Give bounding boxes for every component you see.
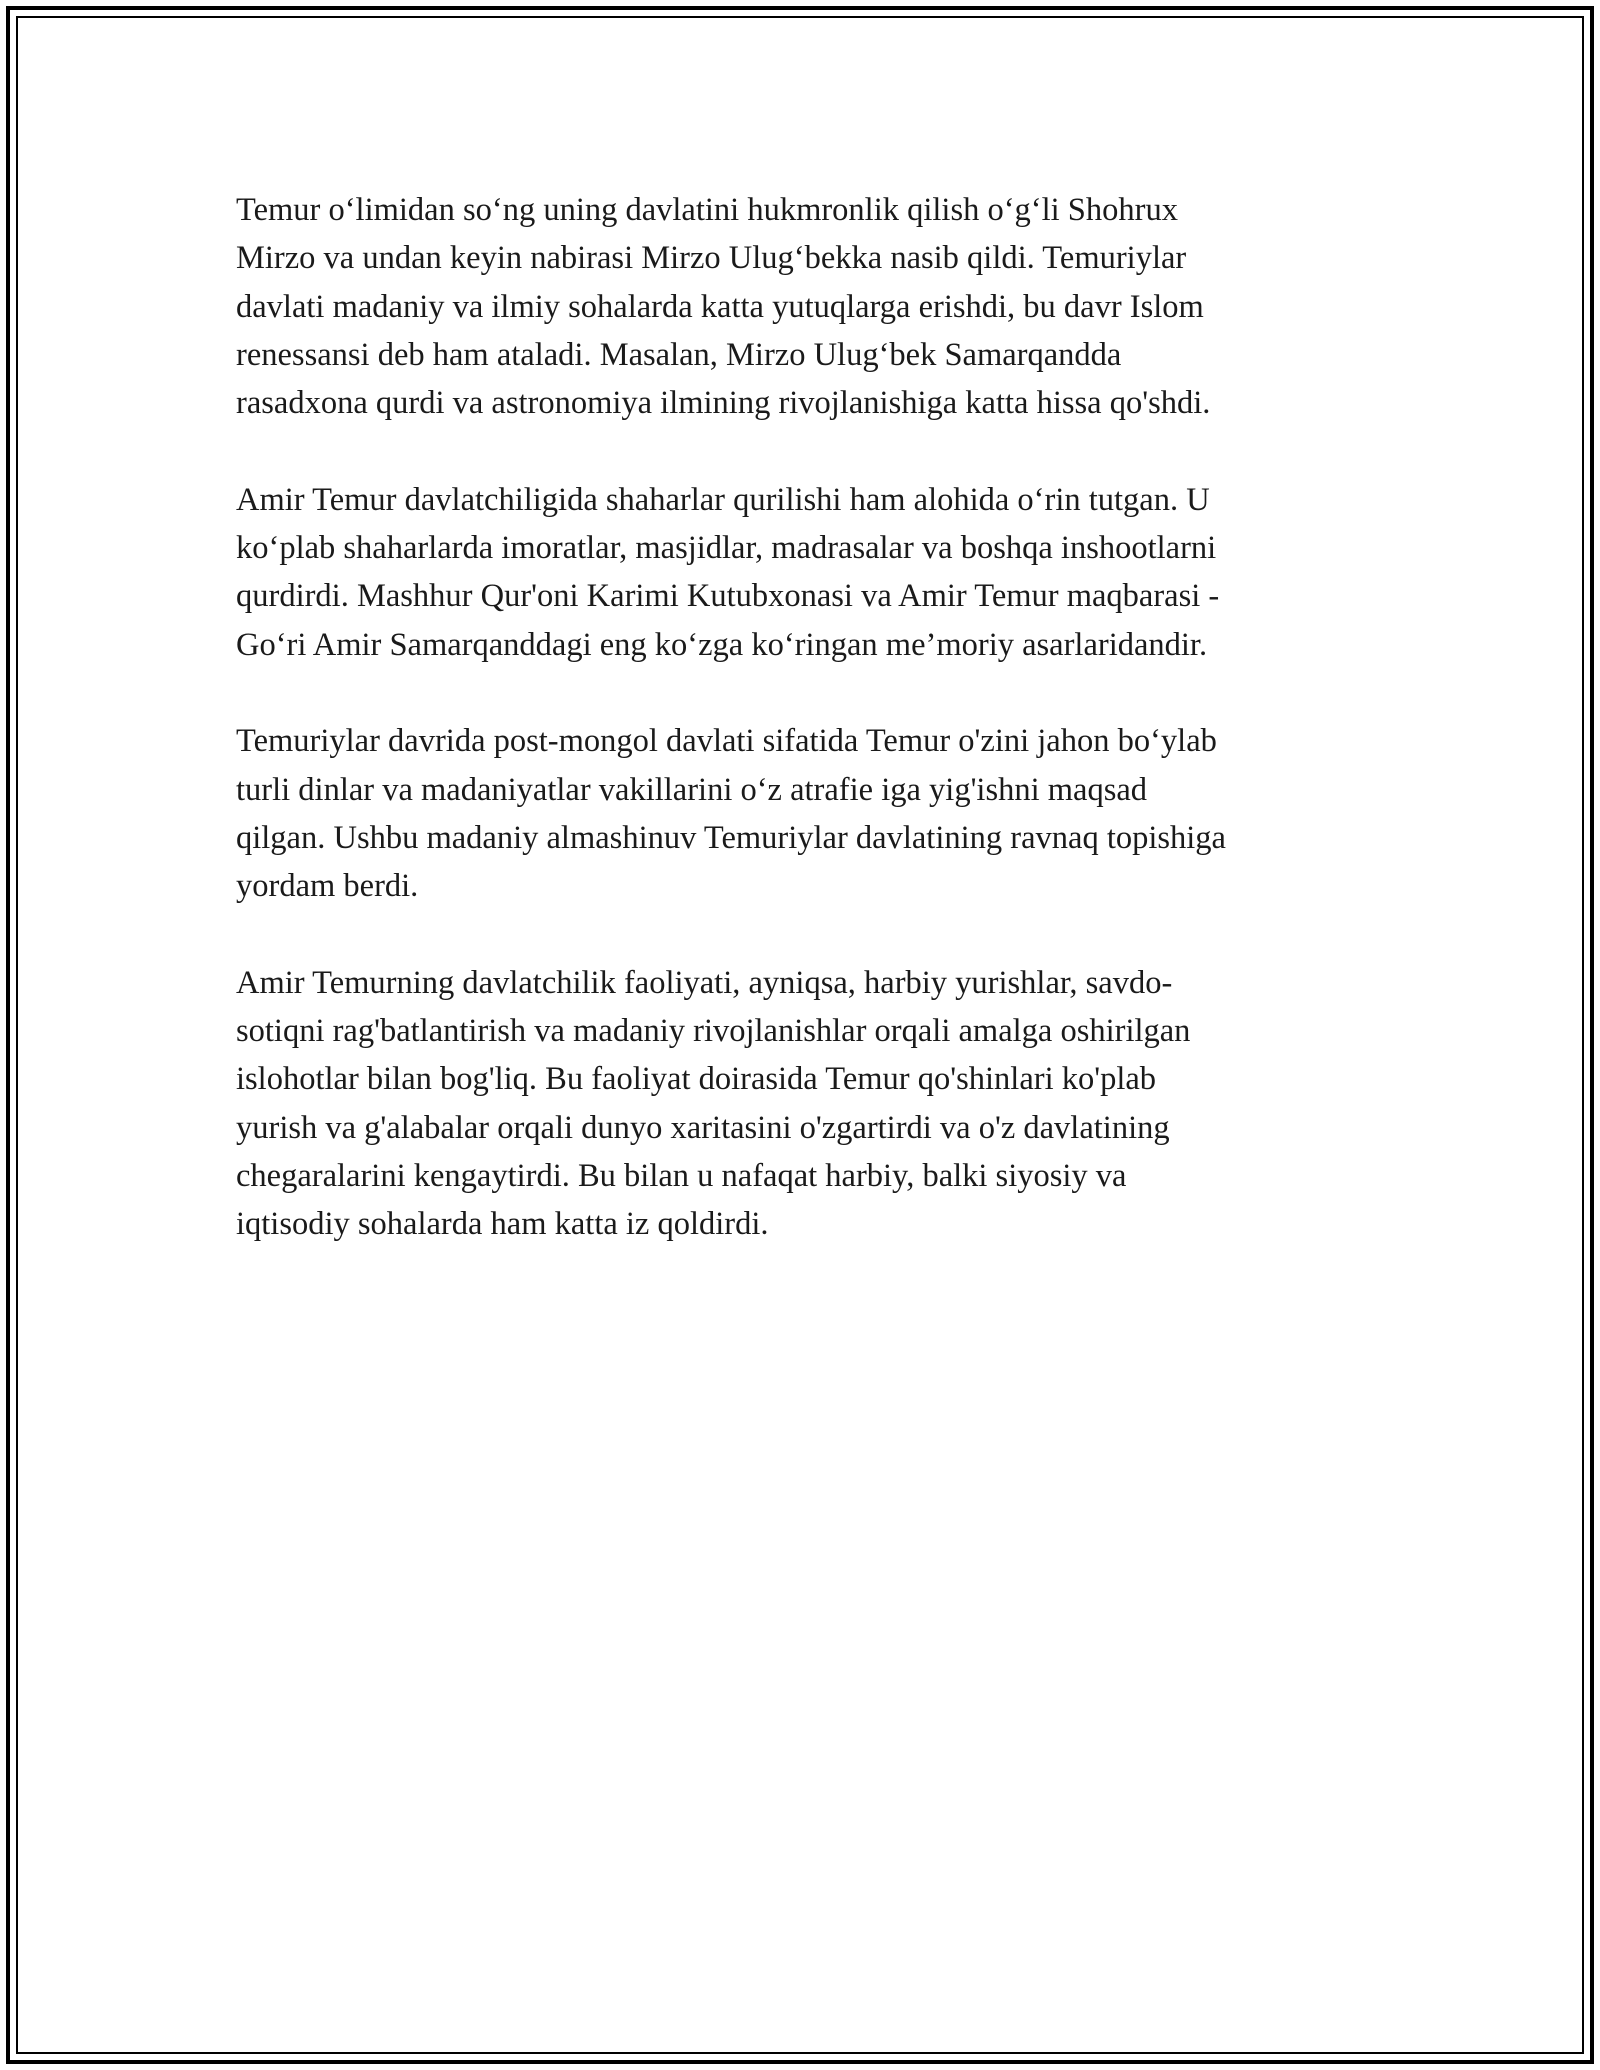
text-line: Go‘ri Amir Samarqanddagi eng ko‘zga ko‘ringan me’moriy asarlaridandir. <box>236 626 1208 663</box>
paragraph-3 <box>236 717 1376 910</box>
paragraph-4 <box>236 959 1376 1249</box>
text-line: renessansi deb ham ataladi. Masalan, Mirzo Ulug‘bek Samarqandda <box>236 336 1122 373</box>
text-line: ko‘plab shaharlarda imoratlar, masjidlar, madrasalar va boshqa inshootlarni <box>236 530 1217 567</box>
text-line: sotiqni rag'batlantirish va madaniy rivojlanishlar orqali amalga oshirilgan <box>236 1013 1191 1050</box>
paragraph-2 <box>236 476 1376 669</box>
text-line: islohotlar bilan bog'liq. Bu faoliyat doirasida Temur qo'shinlari ko'plab <box>236 1061 1157 1098</box>
text-line: iqtisodiy sohalarda ham katta iz qoldirdi. <box>236 1206 769 1243</box>
text-line: Amir Temur davlatchiligida shaharlar qurilishi ham alohida o‘rin tutgan. U <box>236 481 1210 518</box>
document-body <box>236 186 1376 1297</box>
text-line: Mirzo va undan keyin nabirasi Mirzo Ulug‘bekka nasib qildi. Temuriylar <box>236 240 1187 277</box>
text-line: davlati madaniy va ilmiy sohalarda katta yutuqlarga erishdi, bu davr Islom <box>236 288 1204 325</box>
text-line: Temur o‘limidan so‘ng uning davlatini hukmronlik qilish o‘g‘li Shohrux <box>236 192 1178 228</box>
text-line: qurdirdi. Mashhur Qur'oni Karimi Kutubxonasi va Amir Temur maqbarasi - <box>236 578 1220 615</box>
text-line: yurish va g'alabalar orqali dunyo xaritasini o'zgartirdi va o'z davlatining <box>236 1109 1170 1146</box>
text-line: rasadxona qurdi va astronomiya ilmining rivojlanishiga katta hissa qo'shdi. <box>236 385 1211 422</box>
paragraph-1 <box>236 186 1376 427</box>
text-line: Temuriylar davrida post-mongol davlati sifatida Temur o'zini jahon bo‘ylab <box>236 723 1217 760</box>
text-line: Amir Temurning davlatchilik faoliyati, ayniqsa, harbiy yurishlar, savdo- <box>236 964 1173 1001</box>
text-line: chegaralarini kengaytirdi. Bu bilan u nafaqat harbiy, balki siyosiy va <box>236 1157 1127 1194</box>
text-line: qilgan. Ushbu madaniy almashinuv Temuriylar davlatining ravnaq topishiga <box>236 819 1226 856</box>
text-line: turli dinlar va madaniyatlar vakillarini o‘z atrafie iga yig'ishni maqsad <box>236 771 1148 808</box>
text-line: yordam berdi. <box>236 868 419 905</box>
